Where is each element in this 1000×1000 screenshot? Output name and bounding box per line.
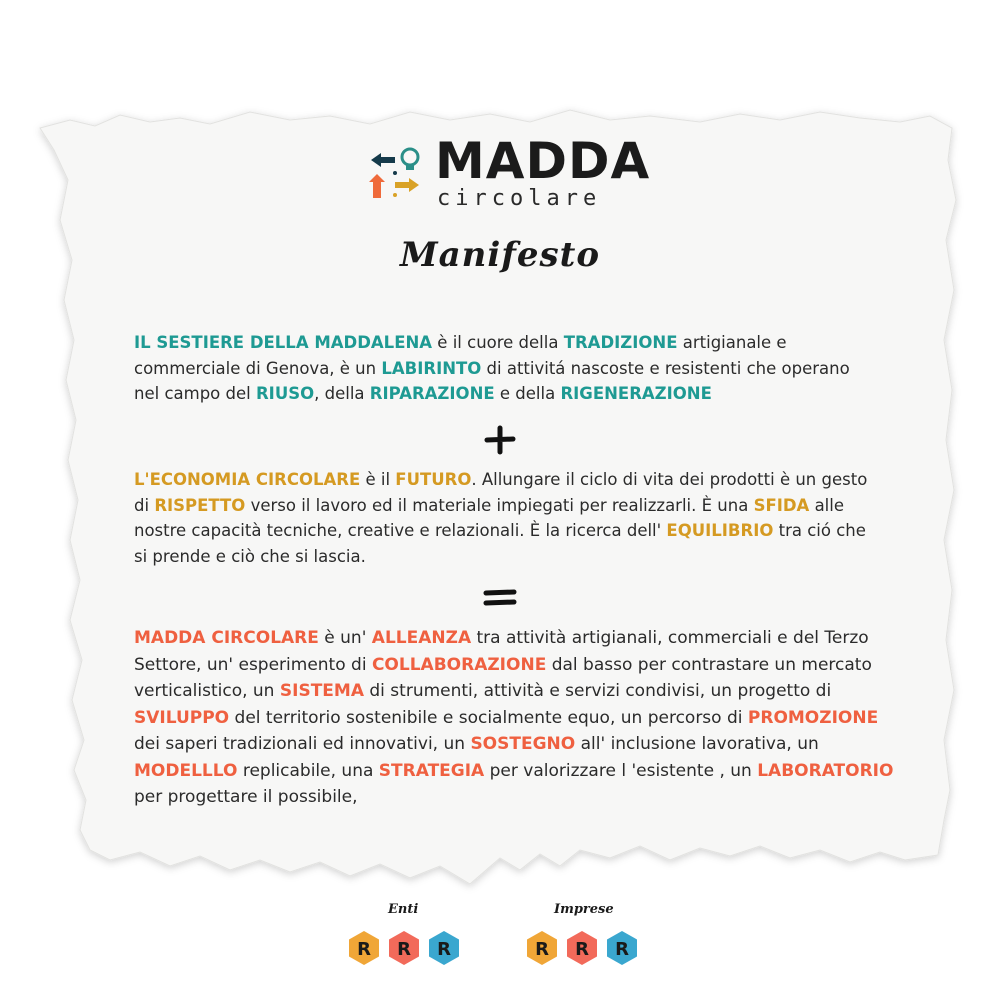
badge-hexagon-icon [564, 930, 600, 966]
keyword: RIUSO [255, 384, 315, 403]
paragraph-text: tra ció che si prende e ciò che si lascia. [134, 521, 866, 566]
plus-icon [480, 425, 520, 455]
badge-letter: R [357, 939, 371, 960]
paragraph-madda-circolare [134, 625, 894, 811]
keyword: RIGENERAZIONE [560, 384, 712, 403]
paragraph-text: . Allungare il ciclo di vita dei prodotti è un gesto di [134, 470, 868, 515]
paragraph-text: tra attività artigianali, commerciali e del Terzo Settore, un' esperimento di [134, 628, 869, 675]
paragraph-text: è un' [318, 628, 372, 648]
page-title: Manifesto [399, 235, 601, 275]
logo-mark-icon [365, 140, 435, 210]
keyword: SVILUPPO [134, 707, 230, 728]
keyword: COLLABORAZIONE [371, 654, 547, 675]
paragraph-text: di attivitá nascoste e resistenti che operano nel campo del [134, 358, 850, 403]
badge-hexagon-icon [604, 930, 640, 966]
keyword: ALLEANZA [371, 628, 472, 648]
paragraph-text: e della [494, 384, 561, 403]
keyword: MADDA CIRCOLARE [134, 628, 319, 648]
paragraph-text: per valorizzare l 'esistente , un [484, 760, 758, 781]
paragraph-text: è il cuore della [432, 333, 564, 352]
badge-letter: R [615, 939, 629, 960]
keyword: SOSTEGNO [470, 734, 576, 754]
keyword: IL SESTIERE DELLA MADDALENA [134, 333, 433, 352]
keyword: SISTEMA [279, 681, 364, 701]
keyword: L'ECONOMIA CIRCOLARE [134, 470, 361, 489]
paragraph-text: dal basso per contrastare un mercato verticalistico, un [134, 654, 872, 701]
paragraph-text: all' inclusione lavorativa, un [575, 734, 819, 754]
badge-letter: R [535, 939, 549, 960]
keyword: LABIRINTO [381, 358, 482, 378]
badge-group-imprese [524, 930, 640, 966]
madda-circolare-logo [365, 132, 651, 215]
logo-wordmark: MADDA [435, 132, 651, 190]
badge-letter: R [575, 939, 589, 960]
paragraph-tradition [134, 330, 874, 407]
keyword: RISPETTO [154, 495, 246, 515]
badge-group-enti [346, 930, 462, 966]
badge-letter: R [397, 939, 411, 960]
paragraph-text: replicabile, una [237, 760, 379, 781]
paragraph-circular-economy [134, 467, 874, 569]
badge-letter: R [437, 939, 451, 960]
paragraph-text: verso il lavoro ed il materiale impiegati per realizzarli. È una [245, 495, 754, 515]
badge-hexagon-icon [524, 930, 560, 966]
paragraph-text: del territorio sostenibile e socialmente equo, un percorso di [229, 707, 748, 728]
keyword: FUTURO [395, 470, 472, 489]
paragraph-text: di strumenti, attività e servizi condivisi, un progetto di [363, 681, 832, 701]
badge-hexagon-icon [386, 930, 422, 966]
logo-subtitle: circolare [437, 186, 602, 211]
keyword: STRATEGIA [378, 760, 485, 781]
badge-group-label-enti: Enti [388, 902, 419, 917]
paragraph-text: alle nostre capacità tecniche, creative e relazionali. È la ricerca dell' [134, 495, 845, 540]
keyword: PROMOZIONE [747, 707, 879, 728]
paragraph-text: , della [314, 384, 370, 403]
keyword: RIPARAZIONE [369, 384, 495, 403]
paragraph-text: dei saperi tradizionali ed innovativi, un [134, 734, 471, 754]
keyword: EQUILIBRIO [666, 521, 774, 540]
keyword: TRADIZIONE [563, 333, 678, 352]
badge-hexagon-icon [426, 930, 462, 966]
keyword: SFIDA [753, 495, 810, 515]
keyword: LABORATORIO [757, 760, 894, 781]
paragraph-text: artigianale e commerciale di Genova, è un [134, 333, 787, 378]
badge-group-label-imprese: Imprese [554, 902, 614, 917]
paragraph-text: è il [360, 470, 396, 489]
keyword: MODELLLO [134, 760, 238, 781]
badge-hexagon-icon [346, 930, 382, 966]
paragraph-text: per progettare il possibile, [134, 787, 358, 807]
equals-icon [480, 586, 520, 610]
